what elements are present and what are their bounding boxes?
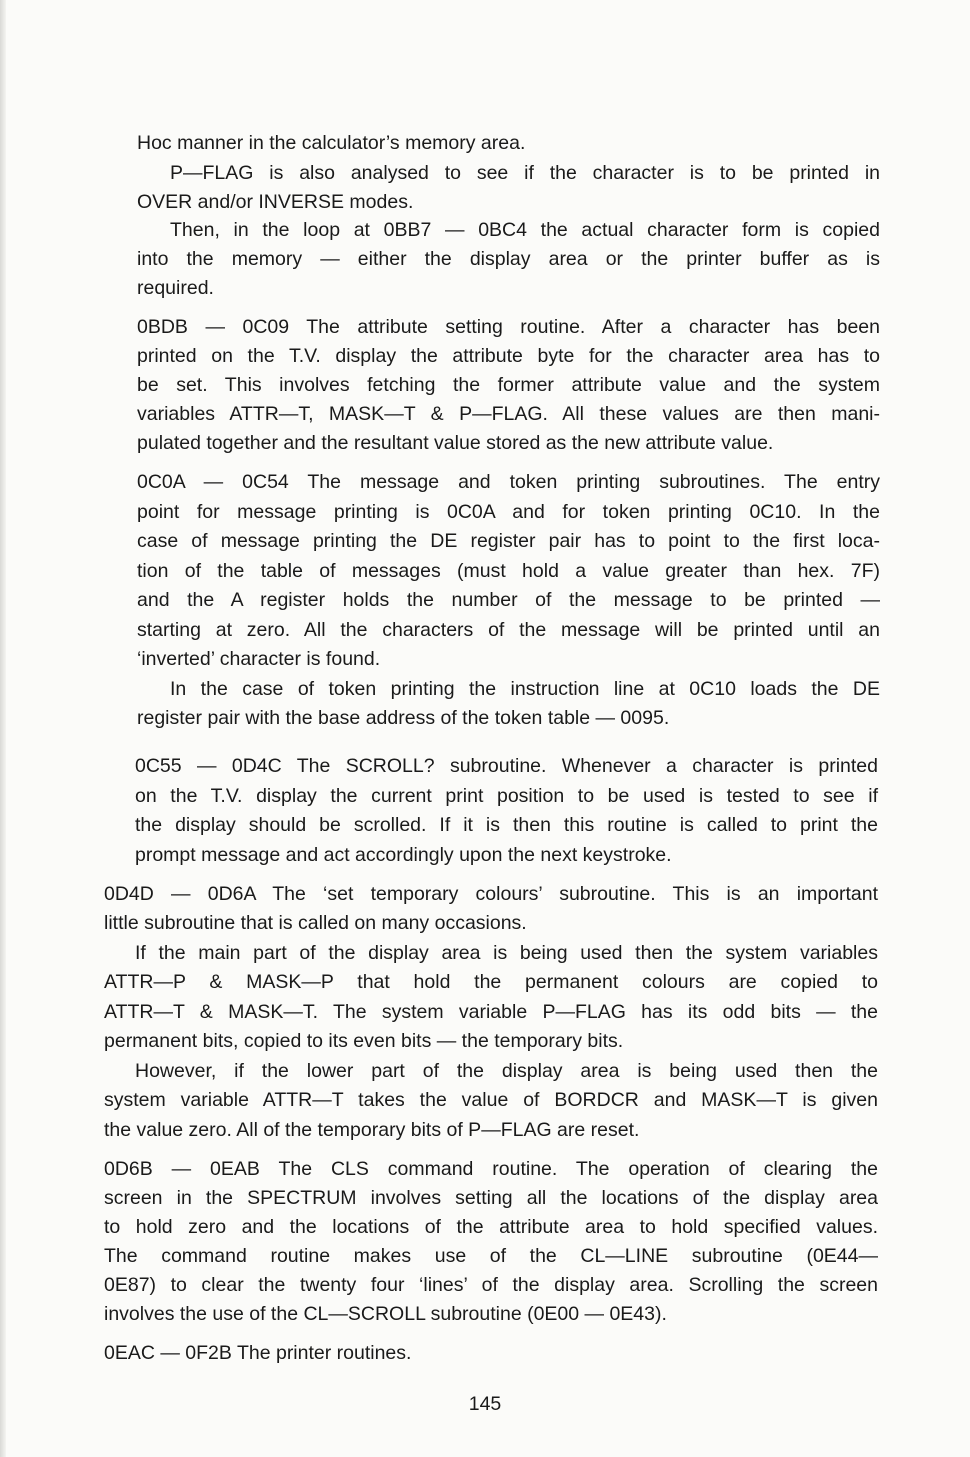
text-line: prompt message and act accordingly upon the next keystroke. xyxy=(135,844,672,866)
text-line: ATTR—T & MASK—T. The system variable P—FLAG has its odd bits — the xyxy=(104,1001,878,1023)
text-line: Hoc manner in the calculator’s memory area. xyxy=(137,132,526,154)
text-line: into the memory — either the display area or the printer buffer as is xyxy=(137,248,880,270)
text-line: the display should be scrolled. If it is then this routine is called to print the xyxy=(135,814,878,836)
text-line: be set. This involves fetching the former attribute value and the system xyxy=(137,374,880,396)
text-line: and the A register holds the number of the message to be printed — xyxy=(137,589,880,611)
text-line: screen in the SPECTRUM involves setting all the locations of the display area xyxy=(104,1187,878,1209)
text-line: In the case of token printing the instruction line at 0C10 loads the DE xyxy=(170,678,880,700)
text-line: 0D4D — 0D6A The ‘set temporary colours’ subroutine. This is an important xyxy=(104,883,878,905)
text-line: on the T.V. display the current print position to be used is tested to see if xyxy=(135,785,878,807)
text-line: OVER and/or INVERSE modes. xyxy=(137,191,414,213)
text-line: variables ATTR—T, MASK—T & P—FLAG. All these values are then mani- xyxy=(137,403,880,425)
text-line: the value zero. All of the temporary bits of P—FLAG are reset. xyxy=(104,1119,640,1141)
text-line: 0BDB — 0C09 The attribute setting routine. After a character has been xyxy=(137,316,880,338)
page-gutter xyxy=(0,0,6,1457)
text-line: starting at zero. All the characters of the message will be printed until an xyxy=(137,619,880,641)
text-line: 0C55 — 0D4C The SCROLL? subroutine. Whenever a character is printed xyxy=(135,755,878,777)
text-line: involves the use of the CL—SCROLL subroutine (0E00 — 0E43). xyxy=(104,1303,667,1325)
text-line: 0EAC — 0F2B The printer routines. xyxy=(104,1342,412,1364)
text-line: system variable ATTR—T takes the value of BORDCR and MASK—T is given xyxy=(104,1089,878,1111)
text-line: Then, in the loop at 0BB7 — 0BC4 the actual character form is copied xyxy=(170,219,880,241)
text-line: pulated together and the resultant value stored as the new attribute value. xyxy=(137,432,774,454)
text-line: tion of the table of messages (must hold a value greater than hex. 7F) xyxy=(137,560,880,582)
text-line: 0D6B — 0EAB The CLS command routine. The operation of clearing the xyxy=(104,1158,878,1180)
text-line: 0C0A — 0C54 The message and token printing subroutines. The entry xyxy=(137,471,880,493)
text-line: However, if the lower part of the display area is being used then the xyxy=(135,1060,878,1082)
text-line: case of message printing the DE register pair has to point to the first loca- xyxy=(137,530,880,552)
text-line: register pair with the base address of the token table — 0095. xyxy=(137,707,670,729)
text-line: printed on the T.V. display the attribute byte for the character area has to xyxy=(137,345,880,367)
text-line: point for message printing is 0C0A and for token printing 0C10. In the xyxy=(137,501,880,523)
text-line: P—FLAG is also analysed to see if the character is to be printed in xyxy=(170,162,880,184)
text-line: to hold zero and the locations of the attribute area to hold specified values. xyxy=(104,1216,878,1238)
text-line: required. xyxy=(137,277,214,299)
text-line: The command routine makes use of the CL—LINE subroutine (0E44— xyxy=(104,1245,878,1267)
text-line: 0E87) to clear the twenty four ‘lines’ of the display area. Scrolling the screen xyxy=(104,1274,878,1296)
text-line: ATTR—P & MASK—P that hold the permanent colours are copied to xyxy=(104,971,878,993)
text-line: ‘inverted’ character is found. xyxy=(137,648,381,670)
text-line: If the main part of the display area is being used then the system variables xyxy=(135,942,878,964)
text-line: little subroutine that is called on many occasions. xyxy=(104,912,527,934)
text-line: permanent bits, copied to its even bits — the temporary bits. xyxy=(104,1030,624,1052)
page-number: 145 xyxy=(468,1393,502,1415)
